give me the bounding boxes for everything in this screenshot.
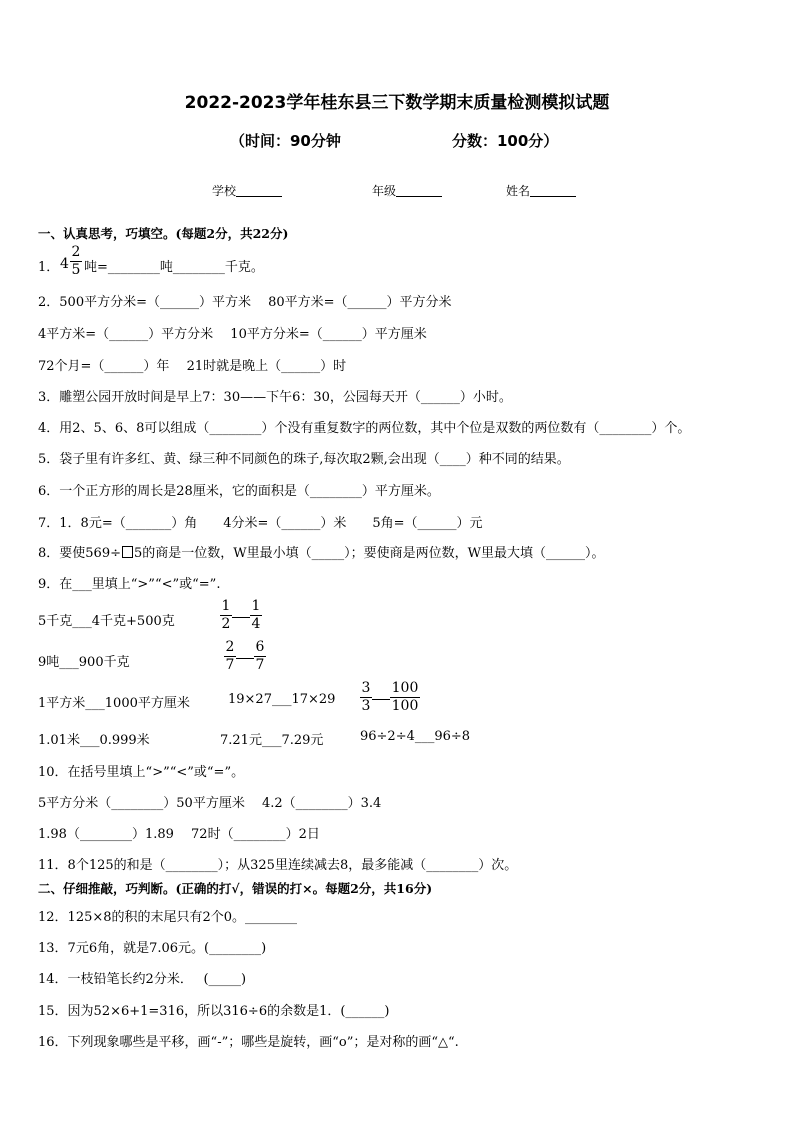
q1-fraction-numerator: 2: [71, 244, 81, 260]
q10-row2: 1.98（________）1.89 72时（________）2日: [38, 827, 320, 842]
q15-text: 15．因为52×6+1=316，所以316÷6的余数是1．(______): [38, 1004, 390, 1019]
q9-row3-b: 19×27___17×29: [228, 692, 336, 707]
q9-row3-frac-a-den: 3: [361, 698, 371, 714]
q9-row3-frac-b: [390, 680, 420, 715]
q9-row1-frac-b-num: 1: [251, 598, 261, 614]
q9-row3-blank[interactable]: [372, 699, 390, 700]
school-blank[interactable]: [236, 183, 282, 197]
q9-row1-frac-a: [220, 598, 232, 633]
section2-heading: 二、仔细推敲，巧判断。(正确的打√，错误的打×。每题2分，共16分): [38, 881, 433, 896]
q9-row4-a: 1.01米___0.999米: [38, 733, 150, 748]
q10-row1: 5平方分米（________）50平方厘米 4.2（________）3.4: [38, 796, 382, 811]
q16-text: 16．下列现象哪些是平移，画“-”；哪些是旋转，画“o”；是对称的画“△“.: [38, 1035, 459, 1050]
q2-line2: 4平方米=（______）平方分米 10平方分米=（______）平方厘米: [38, 327, 427, 342]
q9-row1-frac-b-den: 4: [251, 616, 261, 632]
q2-line3: 72个月=（______）年 21时就是晚上（______）时: [38, 359, 347, 374]
q2-line1: 2．500平方分米=（______）平方米 80平方米=（______）平方分米: [38, 295, 452, 310]
name-field: [506, 182, 576, 199]
q9-row1-frac-a-den: 2: [221, 616, 231, 632]
q13-text: 13．7元6角，就是7.06元。(________): [38, 941, 267, 956]
q9-row2-blank[interactable]: [236, 658, 254, 659]
q6-text: 6．一个正方形的周长是28厘米，它的面积是（________）平方厘米。: [38, 484, 440, 499]
school-label: 学校: [212, 184, 237, 198]
q9-row3-frac-a-num: 3: [361, 680, 371, 696]
q9-row1-frac-b: [250, 598, 262, 633]
q9-row2-frac-b: [254, 639, 266, 674]
q9-row3-frac-b-num: 100: [391, 680, 419, 696]
grade-blank[interactable]: [396, 183, 442, 197]
exam-time: （时间：90分钟: [230, 132, 341, 150]
q9-row3-frac-b-den: 100: [391, 698, 419, 714]
q9-row2-frac-a-num: 2: [225, 639, 235, 655]
q1-text: 吨=________吨________千克。: [84, 260, 264, 275]
q9-heading: 9．在___里填上“>”“<”或“=”.: [38, 577, 221, 592]
square-box-icon: [122, 546, 133, 558]
name-blank[interactable]: [530, 183, 576, 197]
exam-score: 分数：100分）: [452, 132, 559, 150]
exam-title: 2022-2023学年桂东县三下数学期末质量检测模拟试题: [184, 93, 610, 113]
q9-row3-frac-a: [360, 680, 372, 715]
q9-row2-frac-b-num: 6: [255, 639, 265, 655]
q9-row2-a: 9吨___900千克: [38, 655, 130, 670]
q12-text: 12．125×8的积的末尾只有2个0。________: [38, 910, 298, 925]
q8-text: [38, 542, 604, 561]
q9-row1-blank[interactable]: [232, 617, 250, 618]
q1-whole: 4: [60, 256, 69, 272]
q9-row1-frac-a-num: 1: [221, 598, 231, 614]
q1-fraction: [70, 244, 82, 279]
grade-field: [372, 182, 442, 199]
q9-row2-frac-a-den: 7: [225, 657, 235, 673]
q9-row2-frac-a: [224, 639, 236, 674]
q9-row4-c: 96÷2÷4___96÷8: [360, 729, 471, 744]
q9-row4-b: 7.21元___7.29元: [220, 733, 324, 748]
q3-text: 3．雕塑公园开放时间是早上7：30——下午6：30，公园每天开（______）小时。: [38, 390, 512, 405]
grade-label: 年级: [372, 184, 397, 198]
school-field: [212, 182, 282, 199]
q7-text: 7．1．8元=（_______）角 4分米=（______）米 5角=（______）元: [38, 516, 483, 531]
q1-fraction-denominator: 5: [71, 262, 81, 278]
section1-heading: 一、认真思考，巧填空。(每题2分，共22分): [38, 226, 289, 241]
q1-number: 1．: [38, 260, 60, 275]
q9-row3-a: 1平方米___1000平方厘米: [38, 696, 190, 711]
q11-text: 11．8个125的和是（________）；从325里连续减去8，最多能减（________）次。: [38, 858, 518, 873]
q8-post: 5的商是一位数，W里最小填（_____）；要使商是两位数，W里最大填（______）。: [133, 546, 605, 561]
q9-row1-a: 5千克___4千克+500克: [38, 614, 175, 629]
q10-heading: 10．在括号里填上“>”“<”或“=”。: [38, 765, 245, 780]
q14-text: 14．一枝铅笔长约2分米． (_____): [38, 972, 247, 987]
q4-text: 4．用2、5、6、8可以组成（________）个没有重复数字的两位数，其中个位是双数的两位数有（________）个。: [38, 421, 691, 436]
name-label: 姓名: [506, 184, 531, 198]
q9-row2-frac-b-den: 7: [255, 657, 265, 673]
q8-pre: 8．要使569÷: [38, 546, 121, 561]
q5-text: 5．袋子里有许多红、黄、绿三种不同颜色的珠子,每次取2颗,会出现（____）种不同的结果。: [38, 452, 570, 467]
